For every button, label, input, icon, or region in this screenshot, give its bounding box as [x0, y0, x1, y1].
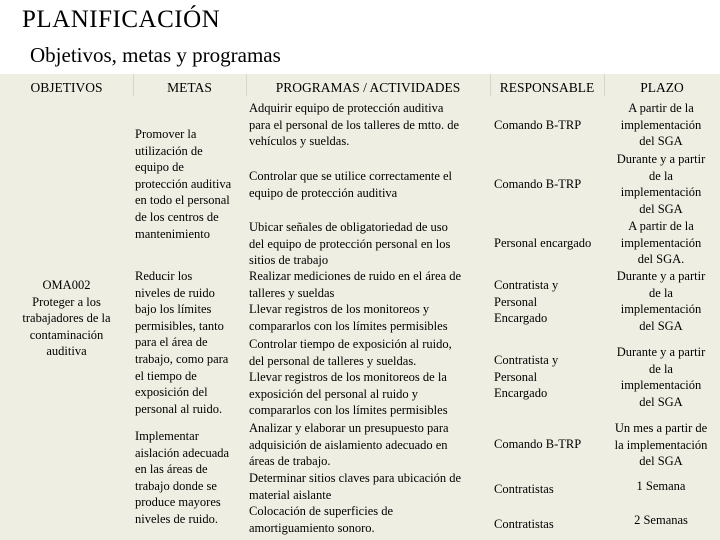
cell-line: del SGA [639, 318, 683, 333]
cell-line: Contratistas [494, 517, 554, 531]
cell-line: del SGA [639, 134, 683, 149]
cell-line: protección auditiva [135, 176, 232, 191]
programa-cell [249, 503, 393, 536]
cell-line: sitios de trabajo [249, 253, 329, 268]
cell-line: Analizar y elaborar un presupuesto para [249, 421, 449, 435]
cell-line: permisibles, tanto [135, 318, 224, 333]
cell-line: Controlar que se utilice correctamente el [249, 169, 453, 183]
plazo-cell [602, 218, 720, 268]
cell-line: implementación [620, 378, 702, 393]
cell-line: del SGA [639, 394, 683, 409]
cell-line: 2 Semanas [634, 513, 688, 527]
cell-line: de la [649, 168, 673, 183]
cell-line: Promover la [135, 127, 197, 141]
programa-cell [249, 268, 461, 334]
plazo-cell [602, 478, 720, 495]
cell-line: implementación [620, 235, 702, 250]
cell-line: material aislante [249, 487, 332, 502]
cell-line: Comando B-TRP [494, 437, 582, 451]
cell-line: Proteger a los [32, 294, 101, 309]
programa-cell [249, 219, 450, 269]
cell-line: para el área de [135, 335, 208, 350]
cell-line: del personal de talleres y sueldas. [249, 353, 417, 368]
cell-line: Adquirir equipo de protección auditiva [249, 101, 444, 115]
cell-line: Encargado [494, 311, 548, 326]
cell-line: Encargado [494, 386, 548, 401]
column-header-responsable: RESPONSABLE [499, 80, 595, 95]
cell-line: Realizar mediciones de ruido en el área de [249, 269, 462, 283]
cell-line: 1 Semana [636, 479, 686, 493]
cell-line: Ubicar señales de obligatoriedad de uso [249, 220, 448, 234]
cell-line: Comando B-TRP [494, 118, 582, 132]
cell-line: equipo de protección auditiva [249, 185, 398, 200]
cell-line: Llevar registros de los monitoreos y [249, 302, 430, 317]
cell-line: trabajadores de la [22, 311, 111, 326]
cell-line: Colocación de superficies de [249, 504, 394, 518]
cell-line: amortiguamiento sonoro. [249, 520, 375, 535]
cell-line: Implementar [135, 429, 199, 443]
cell-line: niveles de ruido [135, 285, 215, 300]
programa-cell [249, 470, 461, 503]
cell-line: Contratistas [494, 482, 554, 496]
cell-line: trabajo, como para [135, 351, 229, 366]
meta-cell [135, 268, 228, 417]
cell-line: del SGA [639, 454, 683, 469]
cell-line: implementación [620, 302, 702, 317]
cell-line: Determinar sitios claves para ubicación de [249, 471, 462, 485]
cell-line: Comando B-TRP [494, 177, 582, 191]
cell-line: del SGA. [637, 252, 685, 267]
cell-line: Llevar registros de los monitoreos de la [249, 370, 447, 385]
cell-line: auditiva [46, 344, 87, 359]
cell-line: del SGA [639, 201, 683, 216]
programa-cell [249, 168, 452, 201]
responsable-cell [494, 277, 558, 327]
cell-line: Un mes a partir de [614, 421, 708, 435]
cell-line: Personal encargado [494, 236, 592, 250]
cell-line: A partir de la [628, 219, 694, 233]
cell-line: contaminación [29, 327, 104, 342]
cell-line: Controlar tiempo de exposición al ruido, [249, 337, 452, 351]
responsable-cell [494, 117, 581, 134]
page-title: PLANIFICACIÓN [22, 6, 221, 33]
cell-line: OMA002 [42, 278, 91, 292]
programa-cell [249, 100, 459, 150]
cell-line: trabajo donde se [135, 478, 217, 493]
column-header-metas: METAS [167, 80, 212, 95]
responsable-cell [494, 516, 554, 533]
responsable-cell [494, 481, 554, 498]
programa-cell [249, 336, 452, 419]
cell-line: exposición del personal al ruido y [249, 386, 419, 401]
cell-line: de la [649, 285, 673, 300]
cell-line: compararlos con los límites permisibles [249, 318, 448, 333]
plazo-cell [602, 344, 720, 410]
cell-line: vehículos y sueldas. [249, 134, 350, 149]
plazo-cell [602, 268, 720, 334]
plazo-cell [602, 151, 720, 217]
cell-line: de los centros de [135, 209, 219, 224]
cell-line: de la [649, 361, 673, 376]
cell-line: en todo el personal [135, 193, 230, 208]
page-subtitle: Objetivos, metas y programas [30, 43, 281, 67]
cell-line: áreas de trabajo. [249, 454, 331, 469]
meta-cell [135, 428, 229, 528]
cell-line: utilización de [135, 143, 203, 158]
cell-line: Durante y a partir [616, 345, 706, 359]
column-header-plazo: PLAZO [640, 80, 684, 95]
cell-line: en las áreas de [135, 462, 208, 477]
cell-line: niveles de ruido. [135, 511, 218, 526]
column-header-programas: PROGRAMAS / ACTIVIDADES [275, 80, 461, 95]
cell-line: del equipo de protección personal en los [249, 236, 451, 251]
responsable-cell [494, 352, 558, 402]
column-header-objetivos: OBJETIVOS [30, 80, 103, 95]
cell-line: Reducir los [135, 269, 193, 283]
cell-line: Contratista y [494, 353, 559, 367]
cell-line: implementación [620, 185, 702, 200]
cell-line: el tiempo de [135, 368, 197, 383]
cell-line: A partir de la [628, 101, 694, 115]
plazo-cell [602, 512, 720, 529]
cell-line: Personal [494, 294, 538, 309]
cell-line: la implementación [614, 437, 708, 452]
plazo-cell [602, 100, 720, 150]
cell-line: implementación [620, 117, 702, 132]
cell-line: compararlos con los límites permisibles [249, 403, 448, 418]
cell-line: bajo los límites [135, 302, 212, 317]
cell-line: mantenimiento [135, 226, 210, 241]
cell-line: para el personal de los talleres de mtto. de [249, 117, 459, 132]
meta-cell [135, 126, 231, 242]
responsable-cell [494, 436, 581, 453]
cell-line: equipo de [135, 160, 184, 175]
cell-line: Contratista y [494, 278, 559, 292]
cell-line: Personal [494, 369, 538, 384]
cell-line: Durante y a partir [616, 152, 706, 166]
cell-line: Durante y a partir [616, 269, 706, 283]
objetivo-cell [0, 277, 133, 360]
cell-line: adquisición de aislamiento adecuado en [249, 437, 448, 452]
cell-line: produce mayores [135, 495, 221, 510]
responsable-cell [494, 176, 581, 193]
programa-cell [249, 420, 449, 470]
cell-line: aislación adecuada [135, 445, 230, 460]
plazo-cell [602, 420, 720, 470]
cell-line: talleres y sueldas [249, 285, 335, 300]
cell-line: personal al ruido. [135, 401, 223, 416]
cell-line: exposición del [135, 385, 208, 400]
responsable-cell [494, 235, 591, 252]
